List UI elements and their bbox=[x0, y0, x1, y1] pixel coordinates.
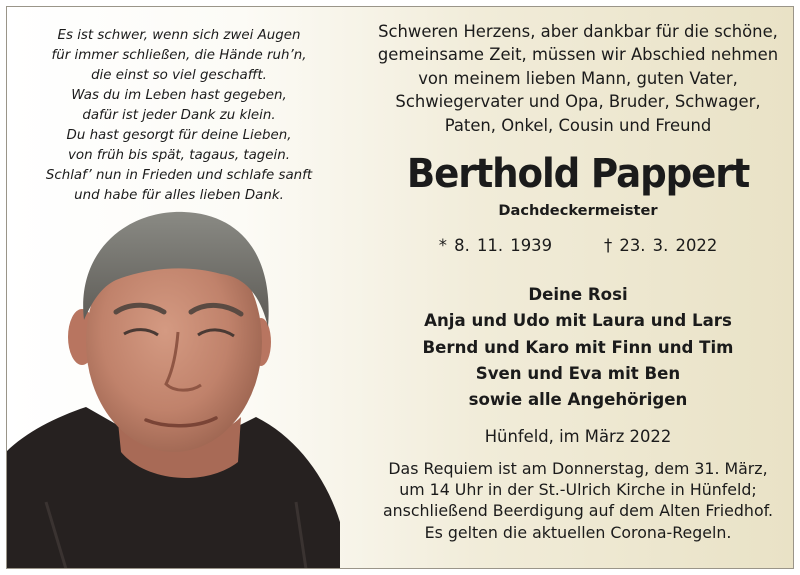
mourner-line: sowie alle Angehörigen bbox=[468, 390, 688, 410]
service-info bbox=[362, 458, 794, 544]
mourner-line: Sven und Eva mit Ben bbox=[475, 363, 681, 383]
life-dates bbox=[362, 235, 794, 257]
poem-line: und habe für alles lieben Dank. bbox=[74, 188, 284, 203]
poem-line: Es ist schwer, wenn sich zwei Augen bbox=[57, 28, 301, 43]
intro-line: Schwiegervater und Opa, Bruder, Schwager, bbox=[395, 92, 761, 112]
mourner-line: Deine Rosi bbox=[528, 285, 628, 305]
obituary-card bbox=[6, 6, 794, 569]
poem-line: von früh bis spät, tagaus, tagein. bbox=[67, 148, 290, 163]
place-date: Hünfeld, im März 2022 bbox=[484, 426, 672, 446]
mourner-line: Anja und Udo mit Laura und Lars bbox=[424, 311, 732, 331]
intro-line: gemeinsame Zeit, müssen wir Abschied nehmen bbox=[377, 45, 779, 65]
poem-line: für immer schließen, die Hände ruh’n, bbox=[51, 48, 307, 63]
birth-date: * 8. 11. 1939 bbox=[438, 236, 552, 256]
poem-line: Was du im Leben hast gegeben, bbox=[71, 88, 287, 103]
death-date: † 23. 3. 2022 bbox=[604, 236, 718, 256]
intro-line: Schweren Herzens, aber dankbar für die schöne, bbox=[378, 22, 778, 41]
deceased-profession: Dachdeckermeister bbox=[498, 202, 658, 220]
memorial-poem bbox=[24, 26, 334, 206]
intro-paragraph bbox=[362, 20, 794, 137]
deceased-name: Berthold Pappert bbox=[406, 151, 750, 198]
service-line: um 14 Uhr in der St.-Ulrich Kirche in Hünfeld; bbox=[399, 479, 757, 499]
portrait-photo bbox=[6, 202, 340, 569]
service-line: Es gelten die aktuellen Corona-Regeln. bbox=[424, 522, 732, 542]
announcement-text bbox=[362, 20, 794, 543]
service-line: anschließend Beerdigung auf dem Alten Friedhof. bbox=[382, 501, 774, 521]
poem-line: die einst so viel geschafft. bbox=[91, 68, 267, 83]
poem-line: Schlaf’ nun in Frieden und schlafe sanft bbox=[45, 168, 313, 183]
poem-line: Du hast gesorgt für deine Lieben, bbox=[66, 128, 292, 143]
intro-line: Paten, Onkel, Cousin und Freund bbox=[444, 115, 712, 135]
service-line: Das Requiem ist am Donnerstag, dem 31. März, bbox=[388, 458, 768, 478]
mourner-line: Bernd und Karo mit Finn und Tim bbox=[422, 337, 734, 357]
intro-line: von meinem lieben Mann, guten Vater, bbox=[418, 68, 738, 88]
poem-line: dafür ist jeder Dank zu klein. bbox=[82, 108, 276, 123]
mourners-list bbox=[362, 282, 794, 413]
